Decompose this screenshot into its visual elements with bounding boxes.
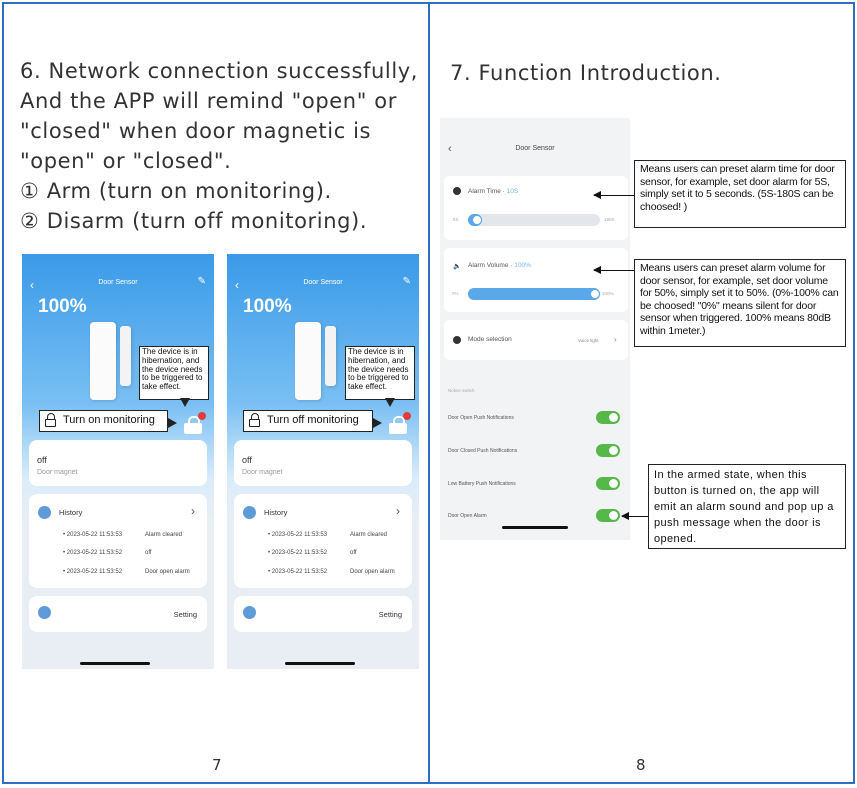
clock-icon <box>453 187 461 195</box>
hibernation-tip: The device is in hibernation, and the device needs to be triggered to take effect. <box>139 346 209 400</box>
history-row <box>63 569 190 575</box>
history-row <box>63 532 183 538</box>
setting-card[interactable] <box>29 596 207 632</box>
mode-label: Mode selection <box>468 336 512 343</box>
door-open-push-toggle[interactable] <box>596 411 620 424</box>
history-time: • 2023-05-22 11:53:52 <box>63 569 123 575</box>
callout-text: Turn on monitoring <box>63 414 155 426</box>
alarm-time-min: 5S <box>453 217 459 222</box>
home-indicator <box>80 662 150 665</box>
door-closed-push-toggle[interactable] <box>596 444 620 457</box>
history-time: • 2023-05-22 11:53:52 <box>268 550 328 556</box>
edit-icon[interactable]: ✎ <box>402 276 411 287</box>
back-icon[interactable]: ‹ <box>235 278 239 292</box>
history-row <box>268 532 388 538</box>
switch-label: Door Closed Push Notifications <box>448 448 518 454</box>
battery-level: 100% <box>243 296 292 317</box>
heading-line: 6. Network connection successfully, <box>20 59 419 83</box>
manual-page-8 <box>428 2 855 784</box>
history-time: • 2023-05-22 11:53:53 <box>63 532 123 538</box>
mode-value: Voice light <box>578 338 599 343</box>
lock-icon <box>45 413 58 428</box>
mode-selection-row[interactable] <box>444 320 628 360</box>
setting-label: Setting <box>378 610 402 619</box>
status-value: off <box>242 455 252 465</box>
alarm-volume-min: 0% <box>452 291 459 296</box>
heading-line: "open" or "closed". <box>20 149 232 173</box>
alarm-volume-card <box>444 248 628 312</box>
chevron-right-icon: › <box>396 504 400 518</box>
status-label: Door magnet <box>242 469 283 476</box>
callout-pointer <box>168 418 177 428</box>
history-icon <box>243 506 256 519</box>
heading-line: "closed" when door magnetic is <box>20 119 372 143</box>
alarm-volume-value: 100% <box>514 262 531 269</box>
slider-thumb[interactable] <box>590 289 600 299</box>
status-card <box>234 440 412 486</box>
section-heading: 7. Function Introduction. <box>450 61 722 85</box>
tip-pointer <box>180 398 190 407</box>
alarm-time-card <box>444 176 628 240</box>
switch-label: Door Open Alarm <box>448 513 487 519</box>
history-row <box>268 569 395 575</box>
alarm-volume-slider[interactable] <box>468 288 600 300</box>
history-event: Alarm cleared <box>350 532 388 538</box>
switch-label: Door Open Push Notifications <box>448 415 514 421</box>
history-title: History <box>264 508 288 517</box>
status-card <box>29 440 207 486</box>
notice-header: Notice switch <box>448 388 475 393</box>
arrow-left-icon <box>594 270 634 271</box>
hibernation-tip: The device is in hibernation, and the device needs to be triggered to take effect. <box>345 346 415 400</box>
callout-pointer <box>373 418 382 428</box>
history-time: • 2023-05-22 11:53:53 <box>268 532 328 538</box>
chevron-right-icon: › <box>614 335 617 344</box>
setting-icon <box>243 606 256 619</box>
lock-icon[interactable] <box>389 416 407 432</box>
tip-pointer <box>385 398 395 407</box>
app-settings-screenshot <box>440 118 630 540</box>
page-number: 8 <box>636 756 646 774</box>
alarm-time-max: 180S <box>604 217 615 222</box>
manual-page-7 <box>2 2 430 784</box>
home-indicator <box>285 662 355 665</box>
history-time: • 2023-05-22 11:53:52 <box>63 550 123 556</box>
heading-line: ② Disarm (turn off monitoring). <box>20 209 368 233</box>
arrow-left-icon <box>622 516 648 517</box>
history-card[interactable] <box>234 494 412 588</box>
app-screenshot-arm <box>22 254 214 669</box>
arm-callout <box>39 410 168 432</box>
home-indicator <box>502 526 568 529</box>
history-time: • 2023-05-22 11:53:52 <box>268 569 328 575</box>
status-label: Door magnet <box>37 469 78 476</box>
history-card[interactable] <box>29 494 207 588</box>
history-event: Door open alarm <box>350 569 395 575</box>
edit-icon[interactable]: ✎ <box>197 276 206 287</box>
alarm-time-label: Alarm Time · 10S <box>468 188 519 195</box>
volume-icon: 🔈 <box>453 263 462 270</box>
switch-label: Low Battery Push Notifications <box>448 481 516 487</box>
heading-line: ① Arm (turn on monitoring). <box>20 179 332 203</box>
alarm-time-slider[interactable] <box>468 214 600 226</box>
screen-title: Door Sensor <box>515 145 555 152</box>
slider-fill <box>468 288 600 300</box>
screen-title: Door Sensor <box>98 279 138 286</box>
setting-icon <box>38 606 51 619</box>
history-event: Door open alarm <box>145 569 190 575</box>
battery-level: 100% <box>38 296 87 317</box>
door-open-alarm-toggle[interactable] <box>596 509 620 522</box>
heading-line: And the APP will remind "open" or <box>20 89 397 113</box>
unlock-icon[interactable] <box>184 416 202 432</box>
arrow-left-icon <box>594 195 634 196</box>
lock-icon <box>249 413 262 428</box>
status-value: off <box>37 455 47 465</box>
door-sensor-image <box>295 322 345 402</box>
history-row <box>268 550 357 556</box>
mode-icon <box>453 336 461 344</box>
app-screenshot-disarm <box>227 254 419 669</box>
history-event: Alarm cleared <box>145 532 183 538</box>
low-battery-push-toggle[interactable] <box>596 477 620 490</box>
door-sensor-image <box>90 322 140 402</box>
chevron-right-icon: › <box>191 504 195 518</box>
setting-card[interactable] <box>234 596 412 632</box>
armed-state-note: In the armed state, when this button is turned on, the app will emit an alarm sound and pop up a push message when the door is opened. <box>648 464 846 549</box>
section-heading <box>20 56 418 236</box>
history-title: History <box>59 508 83 517</box>
back-icon[interactable]: ‹ <box>30 278 34 292</box>
screen-title: Door Sensor <box>303 279 343 286</box>
history-icon <box>38 506 51 519</box>
setting-label: Setting <box>173 610 197 619</box>
alarm-volume-note: Means users can preset alarm volume for door sensor, for example, set door volume for 50%, simply set it to 50%. (0%-100% can be choosed! "0%" means silent for door sensor when triggered. 100% means 80dB within 1meter.) <box>634 259 846 347</box>
disarm-callout <box>243 410 373 432</box>
history-event: off <box>350 550 357 556</box>
alarm-volume-max: 100% <box>602 291 614 296</box>
back-icon[interactable]: ‹ <box>448 143 452 155</box>
slider-thumb[interactable] <box>472 215 482 225</box>
history-row <box>63 550 152 556</box>
page-number: 7 <box>212 756 222 774</box>
callout-text: Turn off monitoring <box>267 414 359 426</box>
alarm-time-note: Means users can preset alarm time for door sensor, for example, set door alarm for 5S, simply set it to 5 seconds. (5S-180S can be choosed! ) <box>634 160 846 228</box>
alarm-volume-label: Alarm Volume · 100% <box>468 262 531 269</box>
history-event: off <box>145 550 152 556</box>
alarm-time-value: 10S <box>506 188 519 195</box>
